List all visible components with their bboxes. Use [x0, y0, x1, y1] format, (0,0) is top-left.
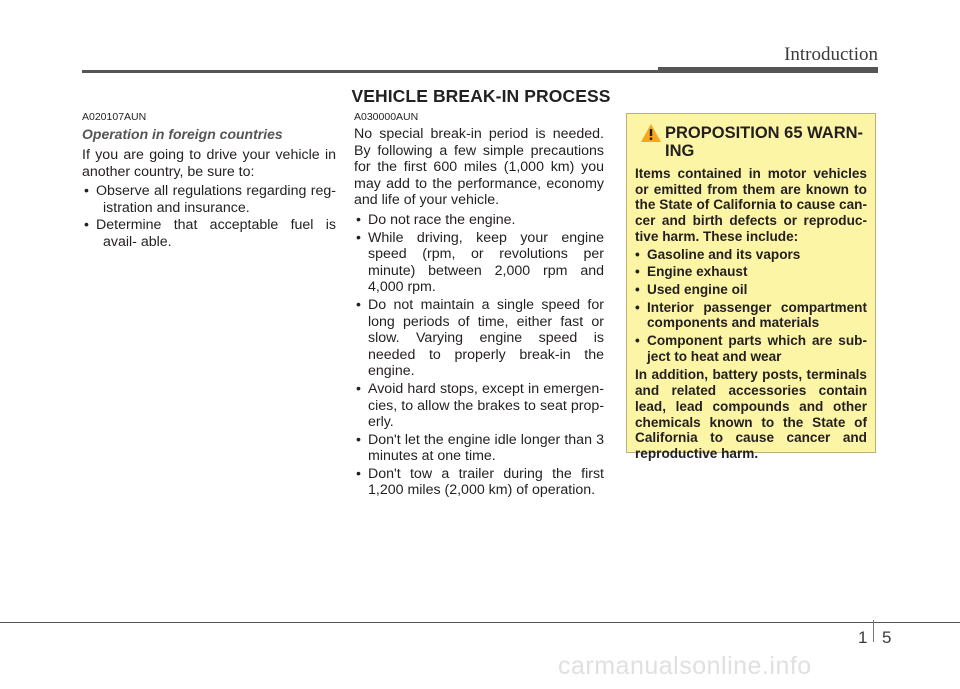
paragraph: No special break-in period is needed. By following a few simple precautions for the first 600 miles (1,000 km) you may add to the performance, economy and life of your vehicle.: [354, 126, 604, 209]
header-title: Introduction: [784, 44, 878, 65]
column-break-in: [354, 111, 604, 500]
warning-item: • Used engine oil: [635, 281, 748, 297]
section-title: VEHICLE BREAK-IN PROCESS: [351, 86, 611, 106]
warning-outro: In addition, battery posts, terminals and related accessories contain lead, lead compounds and other chemicals known to the State of California to cause cancer and reproductive harm.: [635, 367, 867, 461]
list-item: • Observe all regulations regarding reg- istration and insurance.: [84, 183, 336, 216]
chapter-number: 1: [858, 628, 868, 647]
bullet-list: [82, 183, 336, 250]
list-item: • Avoid hard stops, except in emergen- cies, to allow the brakes to seat prop- erly.: [356, 380, 604, 431]
list-item: • Don't let the engine idle longer than 3 minutes at one time.: [356, 431, 604, 465]
list-item: • Determine that acceptable fuel is avail- able.: [84, 217, 336, 250]
list-item: • While driving, keep your engine speed (rpm, or revolutions per minute) between 2,000 rpm and 4,000 rpm.: [356, 229, 604, 296]
paragraph: If you are going to drive your vehicle in another country, be sure to:: [82, 147, 336, 180]
list-item: • Don't tow a trailer during the first 1,200 miles (2,000 km) of operation.: [356, 465, 604, 499]
warning-intro: Items contained in motor vehicles or emitted from them are known to the State of California to cause can- cer and birth defects or reproduc- tive harm. These include:: [635, 166, 867, 244]
warning-item: • Engine exhaust: [635, 264, 748, 280]
warning-triangle-icon: [641, 124, 661, 142]
warning-item: • Interior passenger compartment components and materials: [635, 299, 867, 331]
page-number: 5: [882, 628, 892, 647]
page-separator: [873, 620, 874, 642]
header-rule-accent: [658, 67, 878, 73]
warning-title-row: [635, 124, 867, 160]
warning-box: [626, 113, 876, 461]
footer-rule: [0, 622, 960, 623]
column-foreign-countries: [82, 111, 336, 252]
subheading: Operation in foreign countries: [82, 126, 283, 142]
list-item: • Do not maintain a single speed for long periods of time, either fast or slow. Varying engine speed is needed to properly break-in the engine.: [356, 296, 604, 380]
bullet-list: [354, 212, 604, 499]
list-item: • Do not race the engine.: [356, 211, 516, 228]
warning-item: • Gasoline and its vapors: [635, 246, 801, 262]
reference-code: A030000AUN: [354, 111, 419, 123]
watermark: carmanualsonline.info: [558, 652, 812, 680]
warning-title: PROPOSITION 65 WARN- ING: [665, 124, 864, 160]
reference-code: A020107AUN: [82, 111, 147, 123]
warning-list: [635, 247, 867, 365]
warning-item: • Component parts which are sub- ject to heat and wear: [635, 333, 867, 364]
